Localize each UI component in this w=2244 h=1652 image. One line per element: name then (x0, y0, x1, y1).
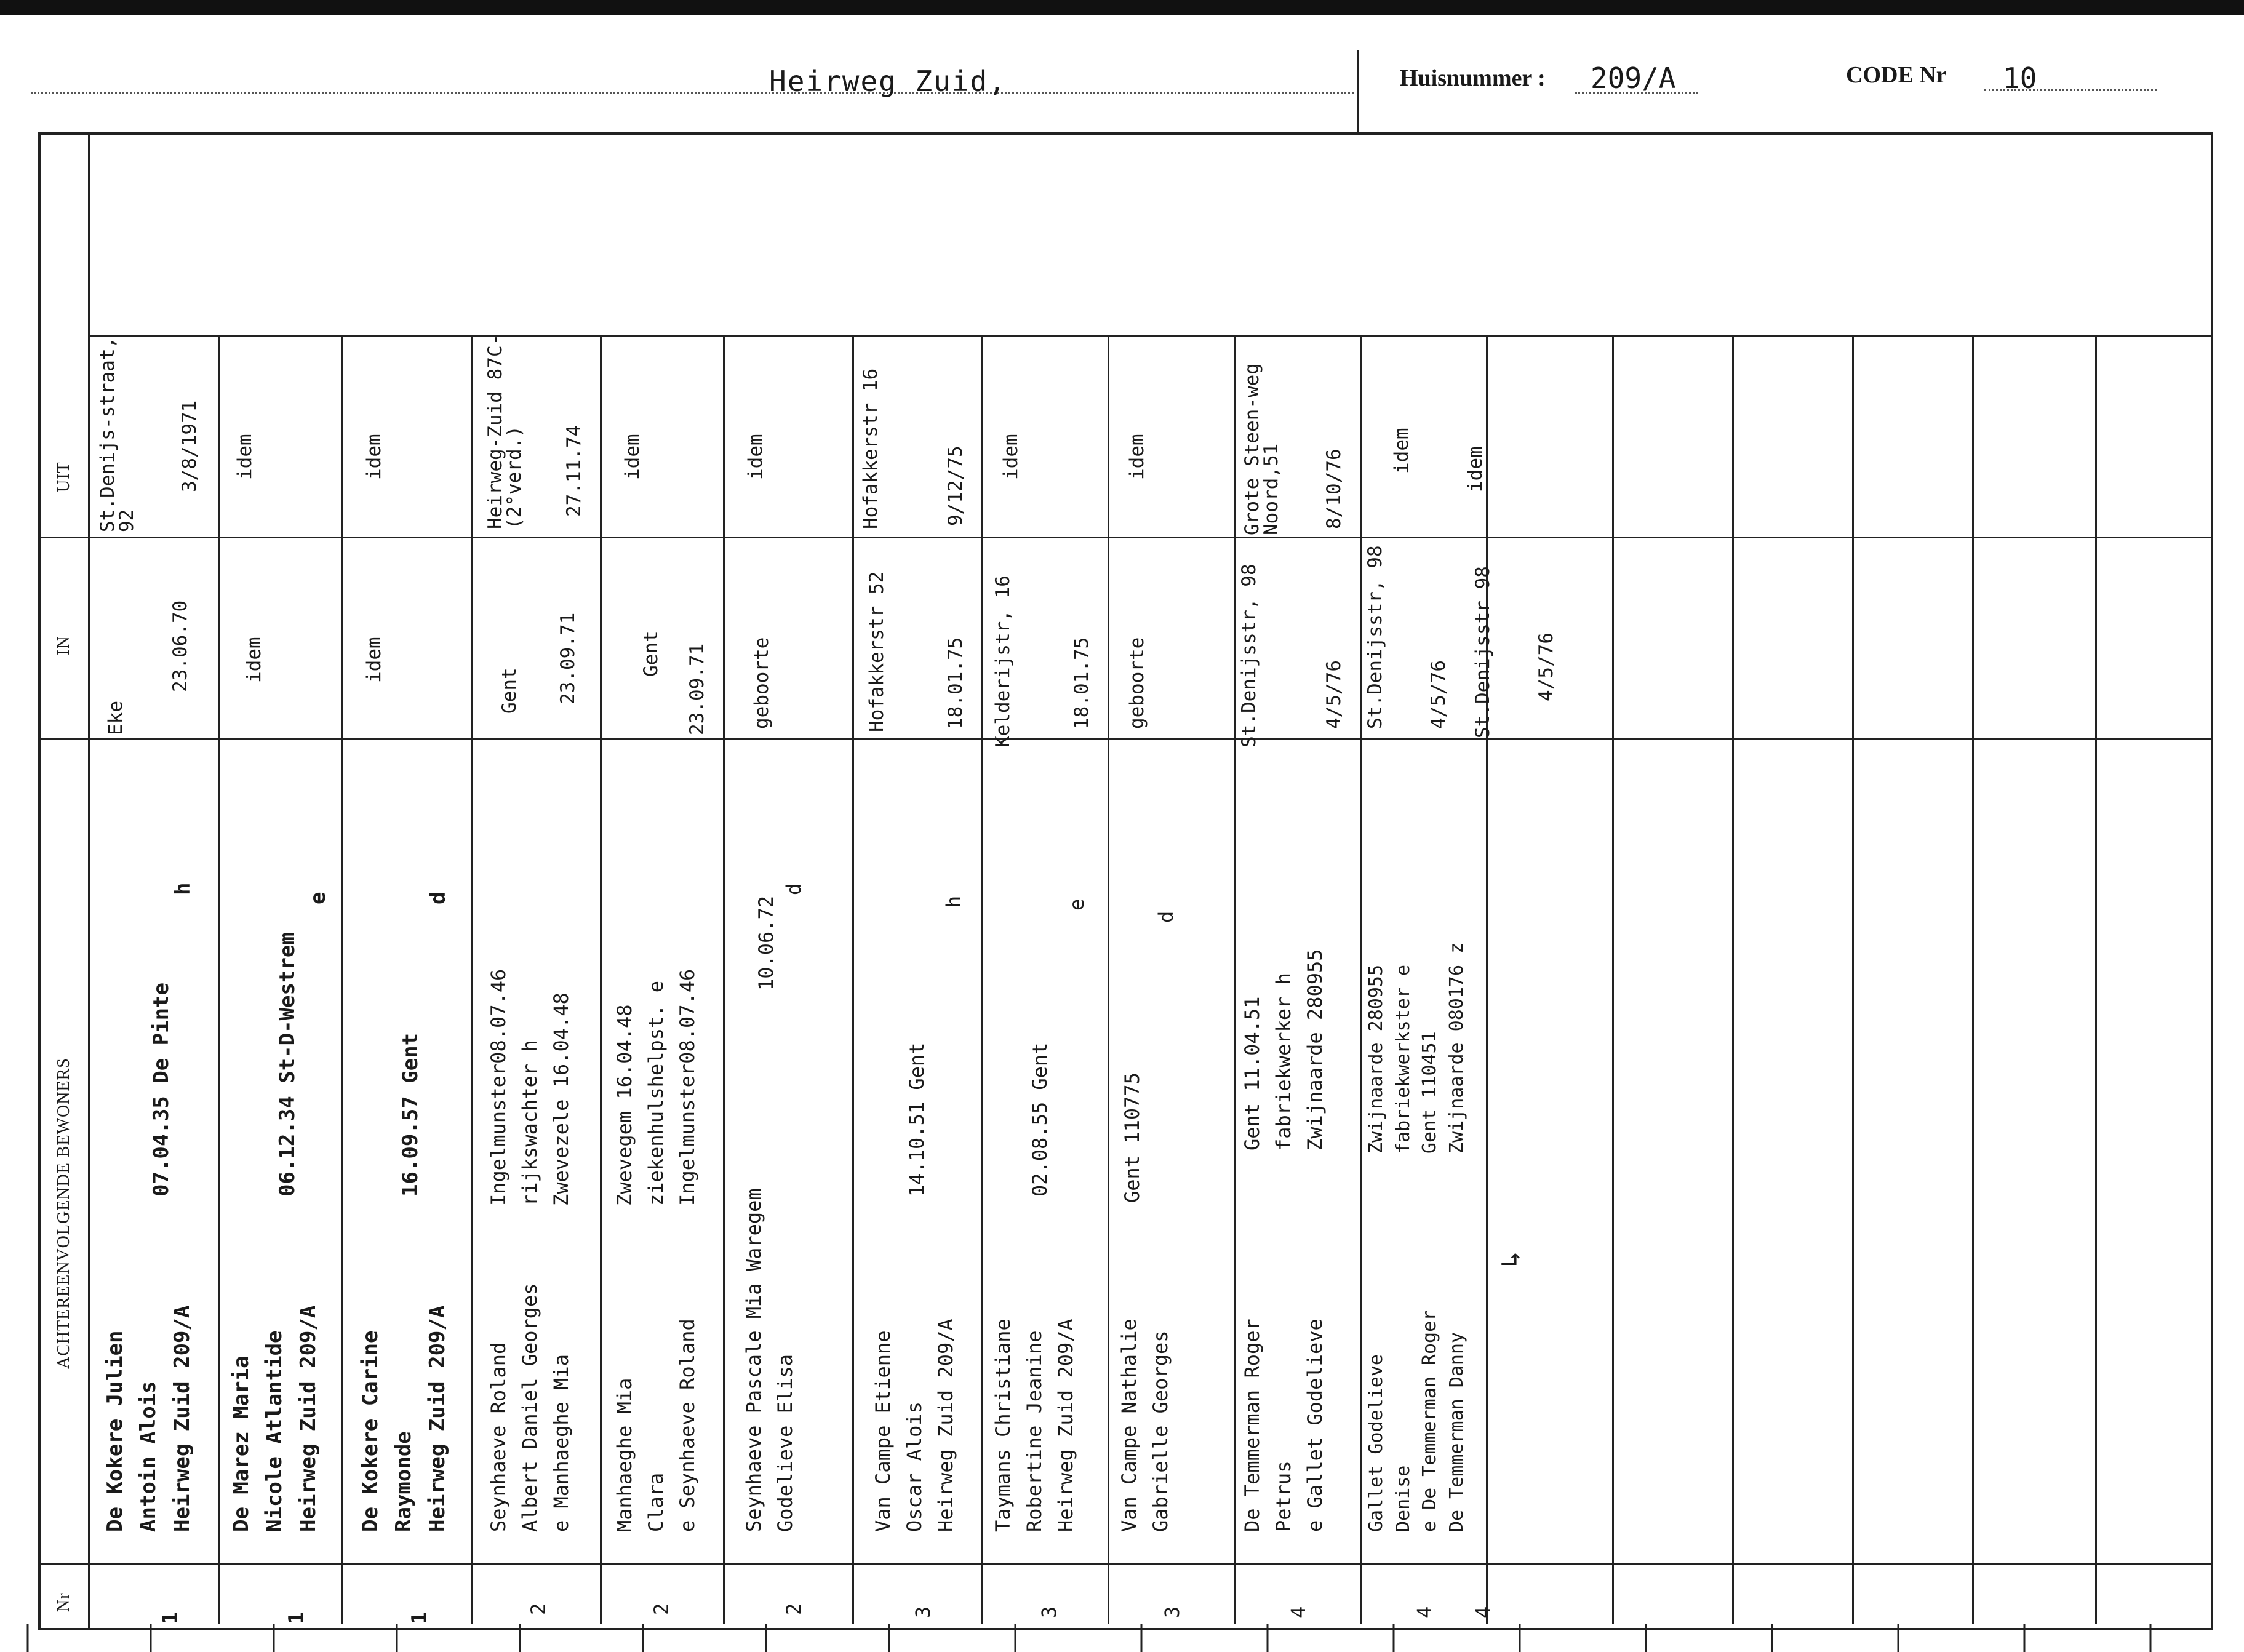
in-place: Eke (105, 701, 127, 735)
in-date: 18.01.75 (944, 637, 967, 729)
in-place: Gent (498, 668, 521, 714)
detail-line: Gent 11.04.51 (1240, 996, 1264, 1151)
detail-line: Gent 110451 (1419, 1031, 1440, 1154)
status-code: d (1154, 911, 1178, 923)
in-place: St.Denijsstr, 98 (1238, 564, 1260, 748)
resident-name: Oscar Alois (903, 1402, 927, 1532)
resident-name: Raymonde (391, 1431, 417, 1532)
detail-line: Ingelmunster08.07.46 (676, 968, 700, 1206)
column-rule (471, 335, 473, 1624)
detail-line: rijkswachter h (518, 1040, 542, 1206)
in-date: 4/5/76 (1427, 660, 1450, 729)
in-column-label: IN (54, 636, 73, 655)
detail-line: ziekenhulshelpst. e (644, 980, 668, 1206)
in-date: 23.06.70 (169, 600, 191, 692)
in-place: St.Denijsstr 98 (1472, 566, 1494, 738)
in-place: geboorte (1126, 637, 1148, 729)
uit-place: idem (621, 434, 644, 480)
in-date: 4/5/76 (1535, 632, 1557, 701)
resident-entry (1114, 1319, 1176, 1532)
continuation-arrow-icon: ↳ (1495, 1251, 1527, 1267)
resident-name: Nicole Atlantide (262, 1330, 287, 1532)
household-nr: 3 (1037, 1606, 1061, 1618)
in-place: St.Denijsstr, 98 (1364, 545, 1386, 729)
in-place: Hofakkerstr 52 (866, 571, 888, 732)
household-nr: 1 (407, 1611, 432, 1624)
uit-date: 3/8/1971 (178, 400, 201, 492)
resident-name: Van Campe Nathalie (1117, 1319, 1141, 1532)
code-dots (1984, 89, 2157, 91)
resident-address: Heirweg Zuid 209/A (1054, 1319, 1078, 1532)
resident-name: Petrus (1272, 1461, 1296, 1532)
uit-place: St.Denijs-straat, 92 (97, 337, 138, 532)
column-rule (1972, 335, 1974, 1624)
status-code: d (782, 883, 805, 895)
detail-line: Zwevezele 16.04.48 (549, 992, 573, 1206)
resident-entry (225, 1306, 325, 1532)
resident-name: e De Temmerman Roger (1419, 1309, 1440, 1532)
column-rule (1108, 335, 1109, 1624)
resident-name: Godelieve Elisa (773, 1354, 797, 1532)
resident-details (609, 969, 704, 1206)
resident-address: Heirweg Zuid 209/A (295, 1305, 321, 1532)
label-column-rule (88, 132, 90, 1630)
resident-name: De Temmerman Danny (1445, 1331, 1467, 1532)
column-rule (600, 335, 602, 1624)
status-code: e (306, 892, 330, 904)
code-value: 10 (2003, 62, 2037, 95)
column-rule (1852, 335, 1854, 1624)
birth-info: 07.04.35 De Pinte (149, 983, 174, 1197)
detail-line: fabriekwerkster e (1392, 964, 1414, 1154)
household-nr: 4 (1287, 1606, 1310, 1618)
resident-entry (354, 1306, 454, 1532)
detail-line: Ingelmunster08.07.46 (487, 968, 510, 1206)
status-code: e (1065, 898, 1088, 911)
uit-place: idem (1464, 446, 1487, 492)
in-place: idem (363, 637, 385, 683)
detail-line: Zwijnaarde 280955 (1365, 964, 1387, 1154)
column-rule (1732, 335, 1734, 1624)
resident-entry (988, 1319, 1082, 1532)
in-date: 4/5/76 (1323, 660, 1345, 729)
uit-place: idem (1391, 428, 1413, 474)
in-place: idem (243, 637, 265, 683)
huisnummer-value: 209/A (1591, 62, 1676, 95)
resident-name: Taymans Christiane (991, 1319, 1015, 1532)
household-nr: 1 (284, 1611, 309, 1624)
in-date: 23.09.71 (557, 612, 579, 704)
uit-place: Grote Steen-weg Noord,51 (1241, 363, 1282, 535)
household-nr: 2 (527, 1603, 550, 1615)
resident-name: De Kokere Carine (358, 1330, 383, 1532)
resident-entry (1363, 1310, 1470, 1532)
birth-info: 14.10.51 Gent (905, 1042, 928, 1197)
resident-name: De Marez Maria (229, 1355, 254, 1532)
resident-name: Clara (644, 1472, 668, 1532)
household-nr: 4 (1471, 1606, 1495, 1618)
uit-place: idem (234, 434, 256, 480)
column-rule (341, 335, 343, 1624)
in-date: 23.09.71 (686, 643, 708, 735)
status-code: d (426, 892, 450, 904)
street-name: Heirweg Zuid, (769, 65, 1007, 98)
column-rule (723, 335, 725, 1624)
resident-name: e Gallet Godelieve (1303, 1319, 1327, 1532)
column-rule (981, 335, 983, 1624)
resident-name: De Kokere Julien (103, 1330, 127, 1532)
uit-column-label: UIT (54, 461, 73, 492)
uit-in-rule (38, 537, 2213, 538)
in-place: Kelderijstr, 16 (992, 575, 1014, 748)
resident-address: Heirweg Zuid 209/A (934, 1319, 958, 1532)
household-nr: 4 (1413, 1606, 1436, 1618)
resident-name: De Temmerman Roger (1240, 1319, 1264, 1532)
bottom-tick-marks (0, 1624, 2244, 1652)
huisnummer-dots (1575, 92, 1698, 94)
uit-place: idem (745, 434, 767, 480)
resident-details (1363, 943, 1470, 1154)
bewoners-nr-rule (38, 1563, 2213, 1565)
birth-info: 02.08.55 Gent (1028, 1042, 1052, 1197)
resident-details (1237, 949, 1332, 1151)
uit-date: 8/10/76 (1323, 449, 1345, 529)
resident-entry (738, 1188, 801, 1532)
uit-place: idem (1126, 434, 1148, 480)
status-code: h (942, 895, 965, 908)
resident-entry (1237, 1319, 1332, 1532)
resident-name: Gallet Godelieve (1365, 1354, 1387, 1532)
birth-info: Gent 110775 (1120, 1072, 1144, 1203)
resident-entry (483, 1283, 578, 1532)
uit-date: 27.11.74 (563, 425, 585, 517)
in-place: Gent (640, 631, 662, 677)
resident-entry (98, 1306, 199, 1532)
uit-place: idem (363, 434, 385, 480)
resident-name: e Seynhaeve Roland (676, 1319, 700, 1532)
column-rule (2095, 335, 2097, 1624)
household-nr: 2 (782, 1603, 805, 1615)
column-rule (1612, 335, 1614, 1624)
household-nr: 2 (650, 1603, 673, 1615)
detail-line: Zwijnaarde 080176 z (1445, 942, 1467, 1154)
household-nr: 3 (1160, 1606, 1184, 1618)
uit-date: 9/12/75 (944, 445, 967, 526)
birth-info: 10.06.72 (754, 895, 778, 991)
in-bewoners-rule (38, 738, 2213, 740)
header-divider (1357, 50, 1359, 134)
resident-entry (868, 1319, 962, 1532)
uit-place: Heirweg-Zuid 87C-(2°verd.) (484, 333, 525, 529)
bewoners-column-label: ACHTEREENVOLGENDE BEWONERS (54, 1058, 73, 1369)
resident-details (483, 969, 578, 1206)
household-nr: 1 (158, 1611, 183, 1624)
resident-name: Seynhaeve Pascale Mia Waregem (742, 1188, 765, 1532)
header-dotted-line (31, 92, 1354, 94)
birth-info: 06.12.34 St-D-Westrem (275, 932, 300, 1197)
column-rule (1360, 335, 1362, 1624)
in-place: geboorte (751, 637, 773, 729)
column-rule (1486, 335, 1488, 1624)
detail-line: fabriekwerker h (1272, 973, 1296, 1151)
detail-line: Zwevegem 16.04.48 (613, 1004, 636, 1206)
status-code: h (170, 882, 195, 895)
household-nr: 3 (911, 1606, 935, 1618)
resident-address: Heirweg Zuid 209/A (169, 1305, 194, 1532)
code-label: CODE Nr (1846, 62, 1947, 88)
column-rule (1234, 335, 1236, 1624)
uit-place: Hofakkerstr 16 (860, 368, 882, 529)
resident-name: Albert Daniel Georges (518, 1283, 542, 1532)
resident-name: Antoin Alois (136, 1381, 161, 1532)
resident-entry (609, 1319, 704, 1532)
top-border-band (0, 0, 2244, 15)
in-date: 18.01.75 (1071, 637, 1093, 729)
resident-name: Denise (1392, 1465, 1414, 1532)
nr-column-label: Nr (54, 1592, 73, 1612)
uit-place: idem (1000, 434, 1022, 480)
resident-name: Gabrielle Georges (1149, 1330, 1173, 1532)
column-rule (218, 335, 220, 1624)
column-rule (852, 335, 854, 1624)
resident-name: Seynhaeve Roland (487, 1342, 510, 1532)
uit-top-rule (88, 335, 2213, 337)
resident-name: e Manhaeghe Mia (549, 1354, 573, 1532)
detail-line: Zwijnaarde 280955 (1303, 949, 1327, 1151)
resident-name: Van Campe Etienne (871, 1330, 895, 1532)
resident-address: Heirweg Zuid 209/A (425, 1305, 450, 1532)
huisnummer-label: Huisnummer : (1400, 65, 1546, 91)
resident-name: Manhaeghe Mia (613, 1378, 636, 1532)
birth-info: 16.09.57 Gent (398, 1032, 423, 1197)
resident-name: Robertine Jeanine (1023, 1330, 1047, 1532)
